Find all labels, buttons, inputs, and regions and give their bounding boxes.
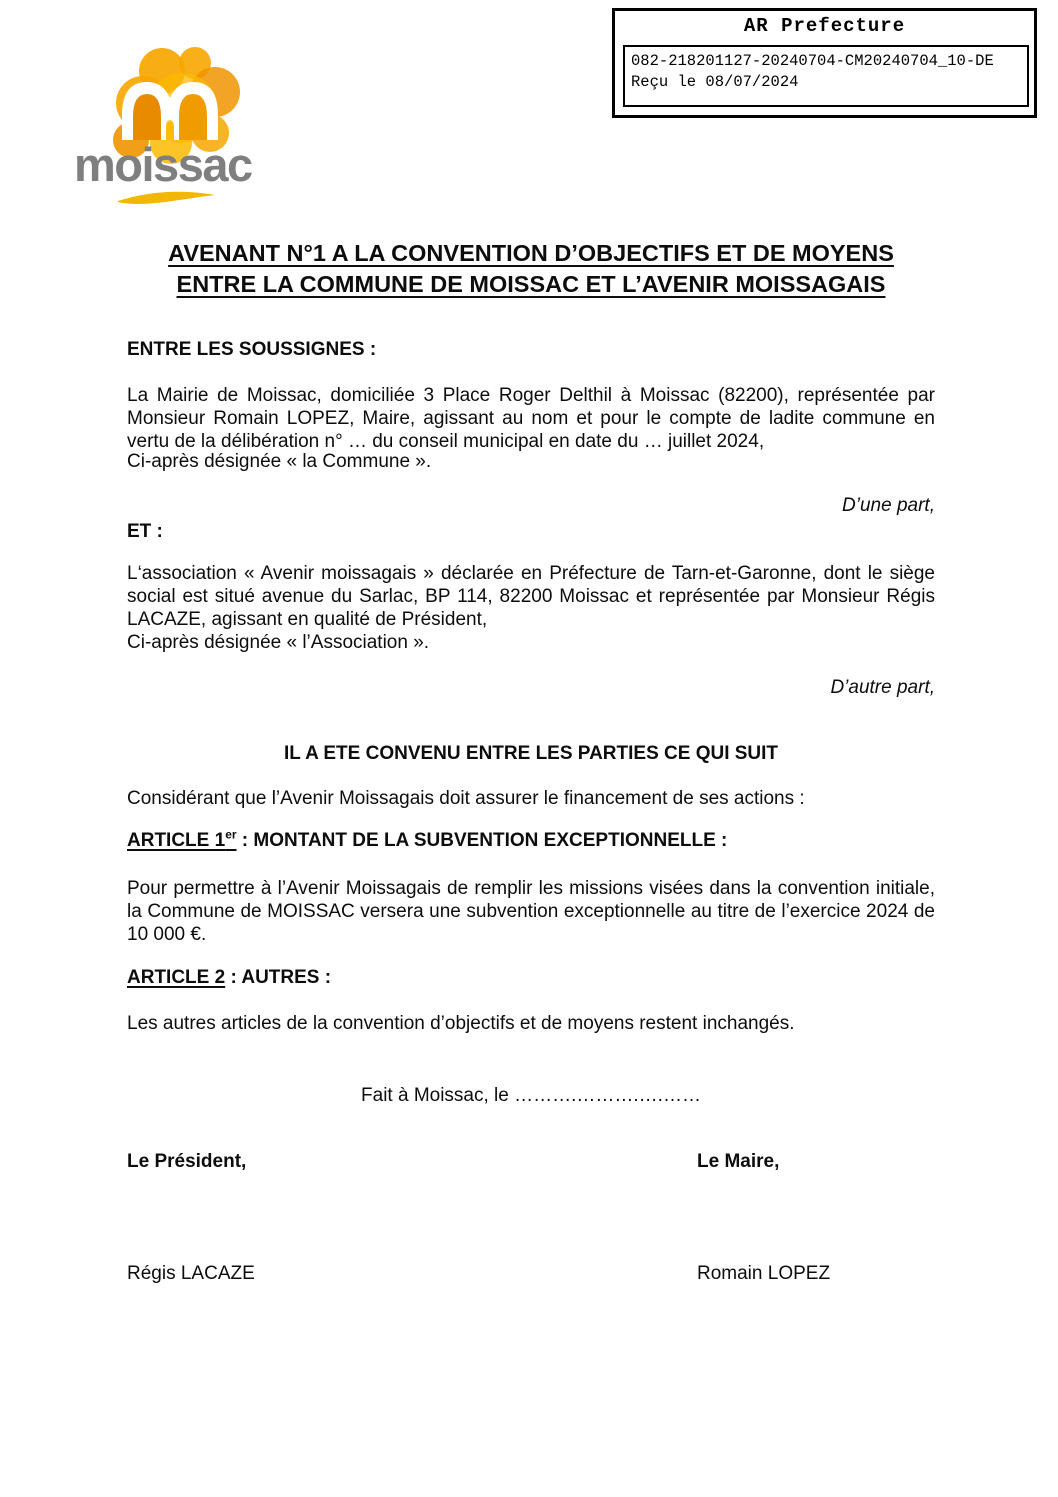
- fait-a-line: Fait à Moissac, le ……….……….….……: [361, 1085, 701, 1106]
- document-body: [127, 0, 935, 1497]
- article1-label: ARTICLE 1: [127, 830, 226, 851]
- heading-article-2: [127, 966, 935, 989]
- party1-paragraph: La Mairie de Moissac, domiciliée 3 Place Roger Delthil à Moissac (82200), représentée par Monsieur Romain LOPEZ, Maire, agissant au nom et pour le compte de ladite commune en vertu de la délibération n° … du conseil municipal en date du … juillet 2024,: [127, 385, 935, 452]
- article1-body: Pour permettre à l’Avenir Moissagais de remplir les missions visées dans la convention initiale, la Commune de MOISSAC versera une subvention exceptionnelle au titre de l’exercice 2024 de 10 000 €.: [127, 878, 935, 945]
- signature-title-president: Le Président,: [127, 1151, 247, 1172]
- title-line-2: ENTRE LA COMMUNE DE MOISSAC ET L’AVENIR MOISSAGAIS: [176, 271, 886, 297]
- article2-label: ARTICLE 2: [127, 967, 226, 988]
- moissac-wordmark: moissac: [74, 138, 252, 191]
- ar-received-line: Reçu le 08/07/2024: [631, 73, 799, 91]
- article1-rest: : MONTANT DE LA SUBVENTION EXCEPTIONNELLE :: [236, 830, 728, 851]
- heading-convenu: IL A ETE CONVENU ENTRE LES PARTIES CE QUI SUIT: [283, 743, 779, 764]
- signature-name-lopez: Romain LOPEZ: [697, 1263, 831, 1284]
- party1-designation: Ci-après désignée « la Commune ».: [127, 451, 432, 472]
- title-line-1: AVENANT N°1 A LA CONVENTION D’OBJECTIFS ET DE MOYENS: [168, 240, 894, 266]
- signature-name-lacaze: Régis LACAZE: [127, 1263, 255, 1284]
- article2-rest: : AUTRES :: [225, 967, 332, 988]
- article1-superscript: er: [225, 827, 237, 842]
- party2-designation: Ci-après désignée « l’Association ».: [127, 632, 430, 653]
- ar-prefecture-title: AR Prefecture: [743, 15, 906, 37]
- dautre-part: D’autre part,: [830, 677, 935, 698]
- dune-part: D’une part,: [842, 495, 935, 516]
- heading-article-1: [127, 829, 935, 852]
- heading-soussignes: ENTRE LES SOUSSIGNES :: [127, 339, 377, 360]
- article2-body: Les autres articles de la convention d’objectifs et de moyens restent inchangés.: [127, 1013, 795, 1034]
- party2-paragraph: L‘association « Avenir moissagais » déclarée en Préfecture de Tarn-et-Garonne, dont le siège social est situé avenue du Sarlac, BP 114, 82200 Moissac et représentée par Monsieur Régis LACAZE, agissant en qualité de Président,: [127, 563, 935, 630]
- ar-code-line: 082-218201127-20240704-CM20240704_10-DE: [631, 52, 994, 70]
- signature-title-maire: Le Maire,: [697, 1151, 780, 1172]
- heading-et: ET :: [127, 521, 163, 542]
- considerant-line: Considérant que l’Avenir Moissagais doit assurer le financement de ses actions :: [127, 788, 805, 809]
